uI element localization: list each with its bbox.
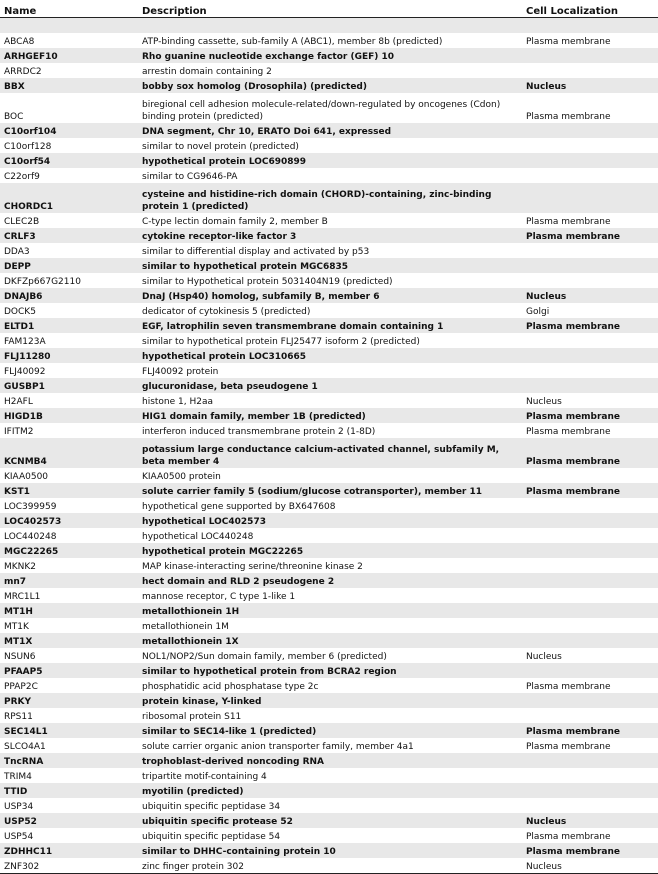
description-cell: trophoblast-derived noncoding RNA <box>138 753 522 768</box>
header-spacer-row <box>0 18 658 34</box>
table-row <box>0 693 658 708</box>
localization-cell: Plasma membrane <box>522 843 658 858</box>
localization-cell <box>522 783 658 798</box>
description-cell: zinc finger protein 302 <box>138 858 522 873</box>
description-cell: similar to hypothetical protein FLJ25477 isoform 2 (predicted) <box>142 337 420 347</box>
localization-cell: Plasma membrane <box>526 427 611 437</box>
localization-cell <box>522 168 658 183</box>
table-row <box>0 48 658 63</box>
localization-cell: Nucleus <box>526 397 562 407</box>
gene-name-cell: ARHGEF10 <box>0 48 138 63</box>
table-row <box>0 423 658 438</box>
table-row <box>0 828 658 843</box>
description-cell: metallothionein 1H <box>138 603 522 618</box>
localization-cell <box>522 258 658 273</box>
localization-cell: Plasma membrane <box>526 37 611 47</box>
gene-name-cell: FAM123A <box>4 337 46 347</box>
gene-name-cell: DEPP <box>0 258 138 273</box>
gene-name-cell: DOCK5 <box>4 307 36 317</box>
table-row <box>0 63 658 78</box>
gene-name-cell: mn7 <box>0 573 138 588</box>
table-body <box>0 18 658 874</box>
description-cell: dedicator of cytokinesis 5 (predicted) <box>142 307 311 317</box>
table-row <box>0 813 658 828</box>
description-cell: similar to CG9646-PA <box>142 172 238 182</box>
table-row <box>0 273 658 288</box>
localization-cell: Golgi <box>526 307 550 317</box>
table-row <box>0 33 658 48</box>
gene-name-cell: SLCO4A1 <box>4 742 46 752</box>
gene-name-cell: IFITM2 <box>4 427 34 437</box>
table-row <box>0 318 658 333</box>
gene-name-cell: C10orf128 <box>4 142 52 152</box>
description-cell: Rho guanine nucleotide exchange factor (GEF) 10 <box>138 48 522 63</box>
description-cell: similar to Hypothetical protein 5031404N19 (predicted) <box>142 277 393 287</box>
localization-cell <box>522 123 658 138</box>
gene-name-cell: PPAP2C <box>4 682 38 692</box>
gene-name-cell: MT1H <box>0 603 138 618</box>
localization-cell <box>522 633 658 648</box>
gene-name-cell: USP34 <box>4 802 34 812</box>
table-row <box>0 183 658 213</box>
localization-cell: Plasma membrane <box>526 217 611 227</box>
table-row <box>0 303 658 318</box>
table-row <box>0 378 658 393</box>
gene-name-cell: NSUN6 <box>4 652 36 662</box>
gene-name-cell: CLEC2B <box>4 217 40 227</box>
description-cell: ubiquitin specific protease 52 <box>138 813 522 828</box>
localization-cell: Nucleus <box>526 652 562 662</box>
localization-cell: Plasma membrane <box>526 742 611 752</box>
table-row <box>0 483 658 498</box>
table-row <box>0 438 658 468</box>
table-row <box>0 408 658 423</box>
table-row <box>0 348 658 363</box>
localization-cell <box>522 513 658 528</box>
table-row <box>0 213 658 228</box>
localization-cell <box>522 138 658 153</box>
gene-name-cell: KCNMB4 <box>0 438 138 468</box>
gene-name-cell: BBX <box>0 78 138 93</box>
column-header-name: Name <box>0 0 138 18</box>
gene-name-cell: BOC <box>4 112 24 122</box>
localization-cell <box>522 558 658 573</box>
table-row <box>0 678 658 693</box>
localization-cell <box>522 333 658 348</box>
description-cell: protein kinase, Y-linked <box>138 693 522 708</box>
table-row <box>0 798 658 813</box>
description-cell: myotilin (predicted) <box>138 783 522 798</box>
localization-cell: Plasma membrane <box>526 682 611 692</box>
gene-name-cell: MT1K <box>4 622 29 632</box>
gene-name-cell: ZNF302 <box>0 858 138 873</box>
gene-name-cell: ZDHHC11 <box>0 843 138 858</box>
gene-name-cell: CRLF3 <box>0 228 138 243</box>
description-cell: metallothionein 1X <box>138 633 522 648</box>
description-cell: phosphatidic acid phosphatase type 2c <box>142 682 319 692</box>
description-cell: KIAA0500 protein <box>142 472 221 482</box>
gene-name-cell: C22orf9 <box>4 172 40 182</box>
localization-cell <box>522 48 658 63</box>
gene-name-cell: ABCA8 <box>4 37 35 47</box>
description-cell: hect domain and RLD 2 pseudogene 2 <box>138 573 522 588</box>
gene-name-cell: FLJ40092 <box>4 367 46 377</box>
table-header-row <box>0 0 658 18</box>
localization-cell: Plasma membrane <box>522 408 658 423</box>
localization-cell <box>522 798 658 813</box>
description-cell: hypothetical LOC440248 <box>142 532 254 542</box>
gene-name-cell: ARRDC2 <box>4 67 42 77</box>
localization-cell <box>522 378 658 393</box>
table-row <box>0 603 658 618</box>
description-cell: solute carrier family 5 (sodium/glucose cotransporter), member 11 <box>138 483 522 498</box>
localization-cell <box>522 663 658 678</box>
localization-cell <box>522 348 658 363</box>
table-row <box>0 663 658 678</box>
gene-name-cell: FLJ11280 <box>0 348 138 363</box>
gene-name-cell: USP54 <box>4 832 34 842</box>
localization-cell: Plasma membrane <box>522 723 658 738</box>
table-row <box>0 258 658 273</box>
description-cell: hypothetical protein LOC690899 <box>138 153 522 168</box>
table-row <box>0 753 658 768</box>
table-row <box>0 648 658 663</box>
gene-name-cell: MKNK2 <box>4 562 37 572</box>
localization-cell <box>522 243 658 258</box>
table-row <box>0 768 658 783</box>
localization-cell <box>522 63 658 78</box>
gene-name-cell: GUSBP1 <box>0 378 138 393</box>
localization-cell: Plasma membrane <box>522 438 658 468</box>
gene-name-cell: DDA3 <box>4 247 30 257</box>
column-header-description: Description <box>138 0 522 18</box>
localization-cell <box>522 708 658 723</box>
table-row <box>0 528 658 543</box>
localization-cell <box>522 588 658 603</box>
gene-name-cell: MT1X <box>0 633 138 648</box>
description-cell: ribosomal protein S11 <box>142 712 242 722</box>
table-row <box>0 588 658 603</box>
table-row <box>0 558 658 573</box>
description-cell: potassium large conductance calcium-activated channel, subfamily M, beta member 4 <box>138 438 522 468</box>
description-cell: EGF, latrophilin seven transmembrane domain containing 1 <box>138 318 522 333</box>
gene-name-cell: C10orf54 <box>0 153 138 168</box>
description-cell: DnaJ (Hsp40) homolog, subfamily B, member 6 <box>138 288 522 303</box>
table-row <box>0 78 658 93</box>
description-cell: solute carrier organic anion transporter family, member 4a1 <box>142 742 414 752</box>
localization-cell <box>522 498 658 513</box>
localization-cell <box>522 363 658 378</box>
gene-name-cell: TncRNA <box>0 753 138 768</box>
gene-name-cell: CHORDC1 <box>0 183 138 213</box>
localization-cell <box>522 468 658 483</box>
table-row <box>0 843 658 858</box>
description-cell: cysteine and histidine-rich domain (CHORD)-containing, zinc-binding protein 1 (predicted) <box>138 183 522 213</box>
description-cell: mannose receptor, C type 1-like 1 <box>142 592 296 602</box>
description-cell: similar to hypothetical protein MGC6835 <box>138 258 522 273</box>
gene-name-cell: MGC22265 <box>0 543 138 558</box>
localization-cell <box>522 603 658 618</box>
gene-name-cell: H2AFL <box>4 397 33 407</box>
gene-name-cell: LOC402573 <box>0 513 138 528</box>
gene-name-cell: MRC1L1 <box>4 592 41 602</box>
description-cell: histone 1, H2aa <box>142 397 214 407</box>
description-cell: MAP kinase-interacting serine/threonine kinase 2 <box>142 562 363 572</box>
gene-name-cell: KST1 <box>0 483 138 498</box>
table-row <box>0 228 658 243</box>
table-row <box>0 363 658 378</box>
table-row <box>0 573 658 588</box>
table-row <box>0 138 658 153</box>
description-cell: glucuronidase, beta pseudogene 1 <box>138 378 522 393</box>
description-cell: cytokine receptor-like factor 3 <box>138 228 522 243</box>
localization-cell: Plasma membrane <box>522 318 658 333</box>
description-cell: similar to hypothetical protein from BCRA2 region <box>138 663 522 678</box>
description-cell: metallothionein 1M <box>142 622 229 632</box>
column-header-localization: Cell Localization <box>522 0 658 18</box>
localization-cell <box>522 183 658 213</box>
table-row <box>0 123 658 138</box>
localization-cell <box>522 618 658 633</box>
table-row <box>0 393 658 408</box>
localization-cell <box>522 693 658 708</box>
description-cell: similar to novel protein (predicted) <box>142 142 299 152</box>
table-row <box>0 468 658 483</box>
table-row <box>0 93 658 123</box>
gene-name-cell: DNAJB6 <box>0 288 138 303</box>
table-row <box>0 333 658 348</box>
description-cell: NOL1/NOP2/Sun domain family, member 6 (predicted) <box>142 652 387 662</box>
localization-cell <box>522 153 658 168</box>
localization-cell: Nucleus <box>522 858 658 873</box>
gene-name-cell: TRIM4 <box>4 772 32 782</box>
description-cell: hypothetical protein MGC22265 <box>138 543 522 558</box>
localization-cell <box>522 753 658 768</box>
gene-name-cell: DKFZp667G2110 <box>4 277 81 287</box>
localization-cell: Plasma membrane <box>526 832 611 842</box>
description-cell: DNA segment, Chr 10, ERATO Doi 641, expressed <box>138 123 522 138</box>
table-row <box>0 168 658 183</box>
gene-name-cell: SEC14L1 <box>0 723 138 738</box>
description-cell: similar to SEC14-like 1 (predicted) <box>138 723 522 738</box>
localization-cell <box>522 528 658 543</box>
description-cell: C-type lectin domain family 2, member B <box>142 217 328 227</box>
gene-name-cell: ELTD1 <box>0 318 138 333</box>
table-row <box>0 633 658 648</box>
table-row <box>0 513 658 528</box>
gene-name-cell: C10orf104 <box>0 123 138 138</box>
gene-name-cell: LOC440248 <box>4 532 57 542</box>
description-cell: similar to DHHC-containing protein 10 <box>138 843 522 858</box>
table-row <box>0 723 658 738</box>
description-cell: ATP-binding cassette, sub-family A (ABC1), member 8b (predicted) <box>142 37 443 47</box>
table-row <box>0 288 658 303</box>
table-row <box>0 243 658 258</box>
description-cell: hypothetical gene supported by BX647608 <box>142 502 336 512</box>
description-cell: FLJ40092 protein <box>142 367 219 377</box>
gene-name-cell: PRKY <box>0 693 138 708</box>
gene-name-cell: KIAA0500 <box>4 472 49 482</box>
table-row <box>0 618 658 633</box>
gene-name-cell: HIGD1B <box>0 408 138 423</box>
table-row <box>0 783 658 798</box>
description-cell: hypothetical LOC402573 <box>138 513 522 528</box>
description-cell: HIG1 domain family, member 1B (predicted) <box>138 408 522 423</box>
table-row <box>0 708 658 723</box>
localization-cell: Plasma membrane <box>526 112 611 122</box>
gene-name-cell: RPS11 <box>4 712 33 722</box>
gene-name-cell: LOC399959 <box>4 502 57 512</box>
description-cell: bobby sox homolog (Drosophila) (predicted) <box>138 78 522 93</box>
localization-cell <box>522 768 658 783</box>
localization-cell <box>522 573 658 588</box>
description-cell: ubiquitin specific peptidase 54 <box>142 832 281 842</box>
description-cell: tripartite motif-containing 4 <box>142 772 267 782</box>
gene-name-cell: PFAAP5 <box>0 663 138 678</box>
table-row <box>0 498 658 513</box>
table-row <box>0 738 658 753</box>
localization-cell: Nucleus <box>522 288 658 303</box>
gene-name-cell: USP52 <box>0 813 138 828</box>
localization-cell <box>522 543 658 558</box>
localization-cell: Nucleus <box>522 78 658 93</box>
description-cell: interferon induced transmembrane protein 2 (1-8D) <box>142 427 376 437</box>
description-cell: ubiquitin specific peptidase 34 <box>142 802 281 812</box>
gene-name-cell: TTID <box>0 783 138 798</box>
description-cell: arrestin domain containing 2 <box>142 67 272 77</box>
description-cell: biregional cell adhesion molecule-related/down-regulated by oncogenes (Cdon) binding protein (predicted) <box>142 100 501 122</box>
localization-cell: Nucleus <box>522 813 658 828</box>
description-cell: hypothetical protein LOC310665 <box>138 348 522 363</box>
localization-cell: Plasma membrane <box>522 228 658 243</box>
localization-cell: Plasma membrane <box>522 483 658 498</box>
localization-cell <box>522 273 658 288</box>
table-row <box>0 153 658 168</box>
description-cell: similar to differential display and activated by p53 <box>142 247 370 257</box>
table-row <box>0 858 658 873</box>
table-row <box>0 543 658 558</box>
